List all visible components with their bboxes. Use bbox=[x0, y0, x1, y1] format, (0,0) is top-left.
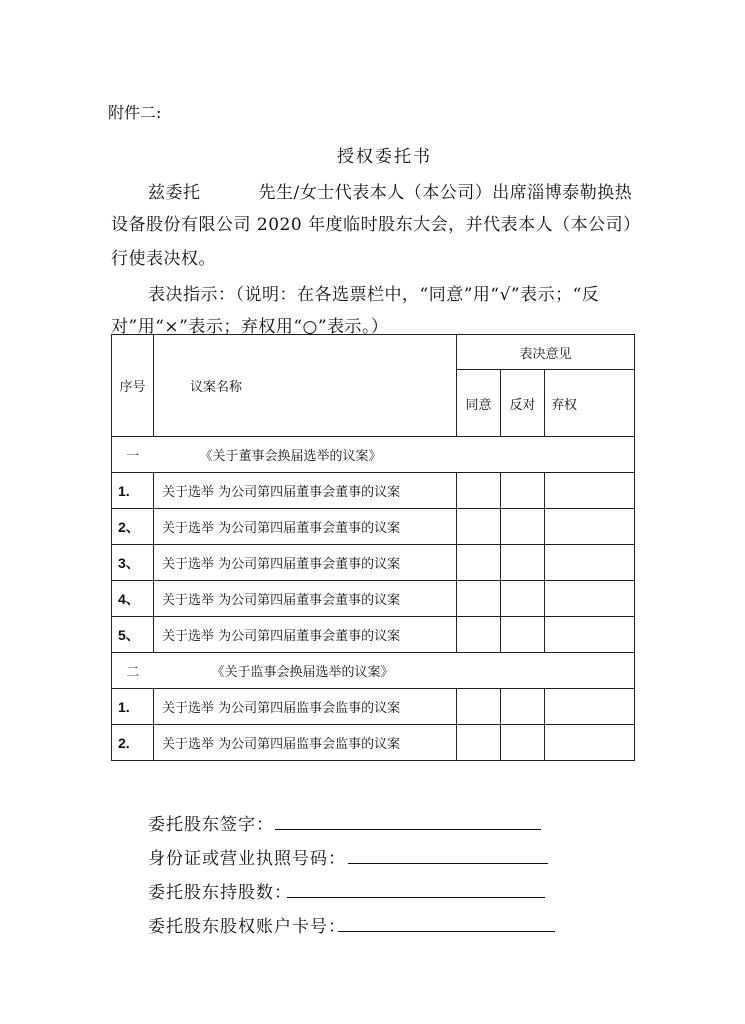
attachment-label: 附件二: bbox=[108, 103, 162, 122]
header-agree: 同意 bbox=[457, 370, 501, 437]
header-no: 序号 bbox=[112, 335, 154, 437]
row-no: 1. bbox=[112, 689, 154, 725]
oppose-cell[interactable] bbox=[501, 473, 545, 509]
row-no: 2、 bbox=[112, 509, 154, 545]
account-field[interactable] bbox=[338, 931, 555, 932]
agree-cell[interactable] bbox=[457, 545, 501, 581]
agree-cell[interactable] bbox=[457, 509, 501, 545]
section-title: 《关于监事会换届选举的议案》 bbox=[154, 653, 635, 689]
agree-cell[interactable] bbox=[457, 725, 501, 761]
abstain-cell[interactable] bbox=[545, 581, 635, 617]
oppose-cell[interactable] bbox=[501, 689, 545, 725]
section-title: 《关于董事会换届选举的议案》 bbox=[154, 437, 635, 473]
row-name: 关于选举 为公司第四届监事会监事的议案 bbox=[154, 689, 457, 725]
account-label: 委托股东股权账户卡号： bbox=[148, 917, 346, 937]
table-row bbox=[112, 581, 635, 617]
agree-cell[interactable] bbox=[457, 689, 501, 725]
abstain-cell[interactable] bbox=[545, 725, 635, 761]
intro-line-2: 设备股份有限公司 2020 年度临时股东大会，并代表本人（本公司） bbox=[111, 215, 641, 235]
row-no: 4、 bbox=[112, 581, 154, 617]
id-number-label: 身份证或营业执照号码： bbox=[148, 849, 346, 869]
header-opinion: 表决意见 bbox=[457, 335, 635, 370]
instruction-line-2: 对”用“×”表示；弃权用“○”表示。） bbox=[111, 317, 389, 337]
table-row bbox=[112, 617, 635, 653]
document-title: 授权委托书 bbox=[337, 147, 432, 167]
row-name: 关于选举 为公司第四届董事会董事的议案 bbox=[154, 581, 457, 617]
oppose-cell[interactable] bbox=[501, 545, 545, 581]
row-name: 关于选举 为公司第四届董事会董事的议案 bbox=[154, 617, 457, 653]
agree-cell[interactable] bbox=[457, 581, 501, 617]
intro-line-3: 行使表决权。 bbox=[111, 249, 216, 269]
shares-label: 委托股东持股数： bbox=[148, 883, 292, 903]
row-name: 关于选举 为公司第四届董事会董事的议案 bbox=[154, 509, 457, 545]
voting-table bbox=[111, 334, 635, 761]
abstain-cell[interactable] bbox=[545, 617, 635, 653]
abstain-cell[interactable] bbox=[545, 509, 635, 545]
row-no: 1. bbox=[112, 473, 154, 509]
signature-label: 委托股东签字： bbox=[148, 815, 274, 835]
intro-delegate-text: 兹委托 bbox=[148, 183, 201, 203]
table-row bbox=[112, 509, 635, 545]
agree-cell[interactable] bbox=[457, 473, 501, 509]
intro-line-1 bbox=[148, 178, 632, 203]
row-no: 5、 bbox=[112, 617, 154, 653]
section-no: 二 bbox=[112, 653, 154, 689]
oppose-cell[interactable] bbox=[501, 617, 545, 653]
agree-cell[interactable] bbox=[457, 617, 501, 653]
row-name: 关于选举 为公司第四届监事会监事的议案 bbox=[154, 725, 457, 761]
header-abstain: 弃权 bbox=[545, 370, 635, 437]
signature-field[interactable] bbox=[275, 829, 541, 830]
table-row bbox=[112, 473, 635, 509]
section-row bbox=[112, 437, 635, 473]
header-name: 议案名称 bbox=[154, 335, 457, 437]
table-row bbox=[112, 545, 635, 581]
table-row bbox=[112, 725, 635, 761]
row-name: 关于选举 为公司第四届董事会董事的议案 bbox=[154, 473, 457, 509]
row-no: 3、 bbox=[112, 545, 154, 581]
id-number-field[interactable] bbox=[348, 863, 548, 864]
row-no: 2. bbox=[112, 725, 154, 761]
abstain-cell[interactable] bbox=[545, 545, 635, 581]
row-name: 关于选举 为公司第四届董事会董事的议案 bbox=[154, 545, 457, 581]
instruction-line-1: 表决指示：（说明：在各选票栏中，“同意”用“√”表示；“反 bbox=[148, 285, 600, 305]
table-header-row-1 bbox=[112, 335, 635, 370]
abstain-cell[interactable] bbox=[545, 689, 635, 725]
section-row bbox=[112, 653, 635, 689]
section-no: 一 bbox=[112, 437, 154, 473]
header-oppose: 反对 bbox=[501, 370, 545, 437]
oppose-cell[interactable] bbox=[501, 509, 545, 545]
shares-field[interactable] bbox=[287, 897, 545, 898]
table-row bbox=[112, 689, 635, 725]
intro-delegate-text-2: 先生/女士代表本人（本公司）出席淄博泰勒换热 bbox=[258, 183, 633, 203]
oppose-cell[interactable] bbox=[501, 581, 545, 617]
oppose-cell[interactable] bbox=[501, 725, 545, 761]
abstain-cell[interactable] bbox=[545, 473, 635, 509]
